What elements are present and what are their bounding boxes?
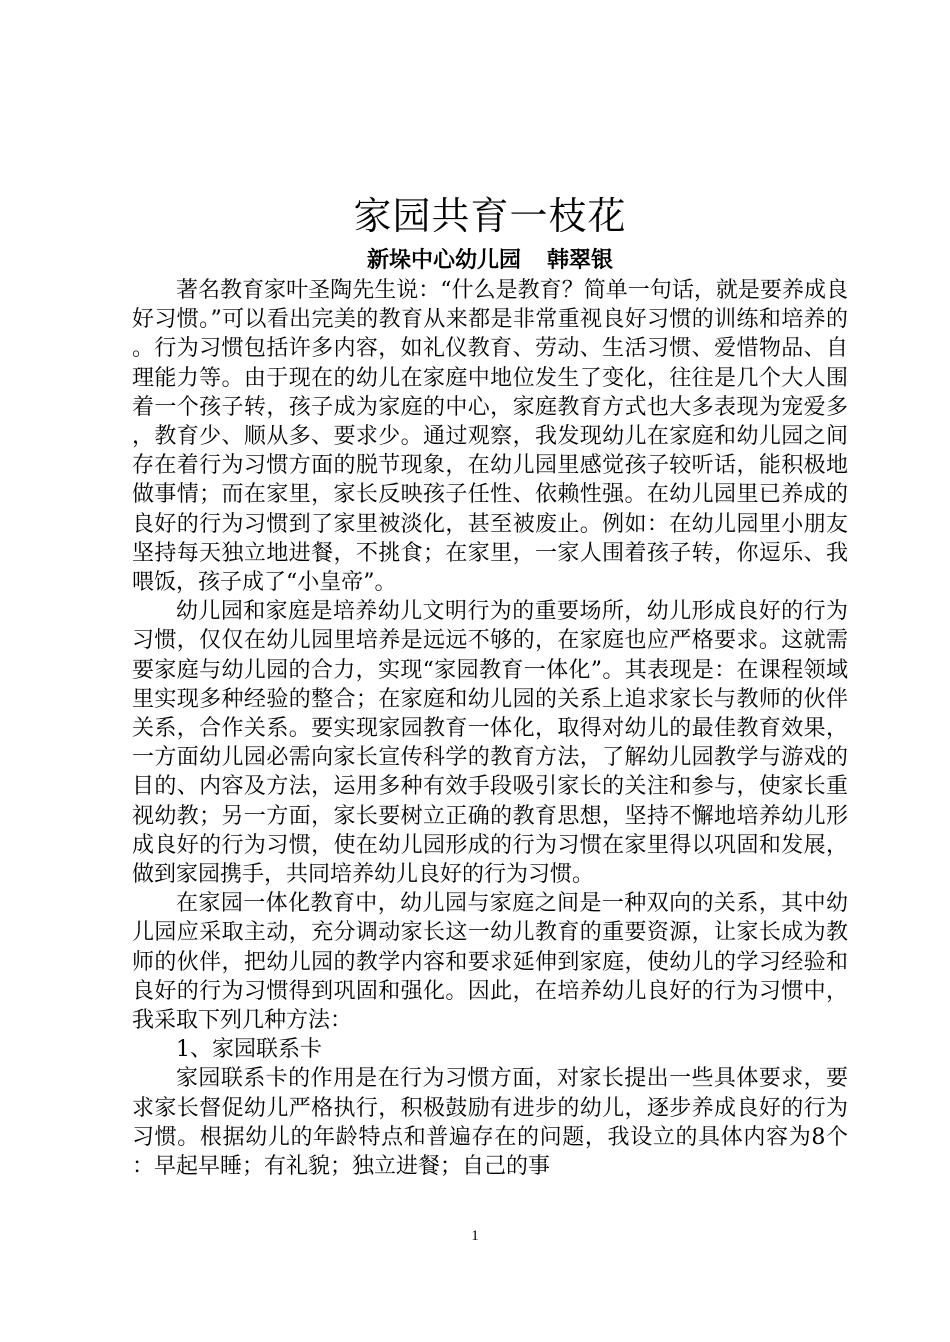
paragraph-2: 幼儿园和家庭是培养幼儿文明行为的重要场所，幼儿形成良好的行为习惯，仅仅在幼儿园里培养是远远不够的，在家庭也应严格要求。这就需要家庭与幼儿园的合力，实现“家园教育一体化”。其表现是：在课程领域里实现多种经验的整合；在家庭和幼儿园的关系上追求家长与教师的伙伴关系，合作关系。要实现家园教育一体化，取得对幼儿的最佳教育效果，一方面幼儿园必需向家长宣传科学的教育方法，了解幼儿园教学与游戏的目的、内容及方法，运用多种有效手段吸引家长的关注和参与，使家长重视幼教；另一方面，家长要树立正确的教育思想，坚持不懈地培养幼儿形成良好的行为习惯，使在幼儿园形成的行为习惯在家里得以巩固和发展，做到家园携手，共同培养幼儿良好的行为习惯。	[132, 599, 848, 888]
document-body	[132, 188, 848, 1181]
section-heading: 1、家园联系卡	[176, 1037, 322, 1063]
author-line	[132, 244, 848, 276]
author-organization: 新垛中心幼儿园	[366, 247, 521, 273]
section-paragraph: 家园联系卡的作用是在行为习惯方面，对家长提出一些具体要求，要求家长督促幼儿严格执行，积极鼓励有进步的幼儿，逐步养成良好的行为习惯。根据幼儿的年龄特点和普遍存在的问题，我设立的具体内容为8个：早起早睡；有礼貌；独立进餐；自己的事	[132, 1066, 848, 1180]
author-name: 韩翠银	[547, 247, 614, 273]
document-title: 家园共育一枝花	[353, 194, 627, 238]
page-number: 1	[471, 1228, 479, 1244]
paragraph-3: 在家园一体化教育中，幼儿园与家庭之间是一种双向的关系，其中幼儿园应采取主动，充分调动家长这一幼儿教育的重要资源，让家长成为教师的伙伴，把幼儿园的教学内容和要求延伸到家庭，使幼儿的学习经验和良好的行为习惯得到巩固和强化。因此，在培养幼儿良好的行为习惯中，我采取下列几种方法：	[132, 891, 848, 1034]
paragraph-1: 著名教育家叶圣陶先生说：“什么是教育？简单一句话，就是要养成良好习惯。”可以看出完美的教育从来都是非常重视良好习惯的训练和培养的。行为习惯包括许多内容，如礼仪教育、劳动、生活习惯、爱惜物品、自理能力等。由于现在的幼儿在家庭中地位发生了变化，往往是几个大人围着一个孩子转，孩子成为家庭的中心，家庭教育方式也大多表现为宠爱多，教育少、顺从多、要求少。通过观察，我发现幼儿在家庭和幼儿园之间存在着行为习惯方面的脱节现象，在幼儿园里感觉孩子较听话，能积极地做事情；而在家里，家长反映孩子任性、依赖性强。在幼儿园里已养成的良好的行为习惯到了家里被淡化，甚至被废止。例如：在幼儿园里小朋友坚持每天独立地进餐，不挑食；在家里，一家人围着孩子转，你逗乐、我喂饭，孩子成了“小皇帝”。	[132, 278, 848, 596]
